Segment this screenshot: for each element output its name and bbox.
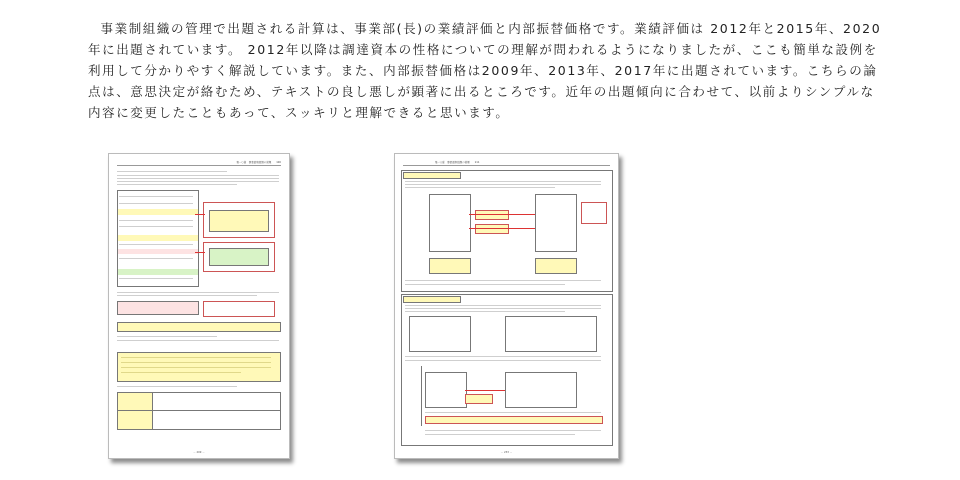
text-line [425, 412, 601, 413]
text-line [117, 178, 279, 179]
callout-box [581, 202, 607, 224]
arrow-connector [469, 214, 535, 215]
table-line [119, 244, 193, 245]
left-page-thumbnail [108, 153, 290, 459]
left-page-header: 第一○章 事業部制組織の管理 100 [236, 161, 281, 164]
right-page-header: 第一○章 事業部制組織の管理 111 [435, 161, 480, 164]
text-line [117, 340, 279, 341]
data-table [505, 316, 597, 352]
text-line [405, 308, 601, 309]
table-line [119, 203, 193, 204]
text-line [121, 372, 241, 373]
text-line [117, 295, 257, 296]
left-page-number: － 209 － [193, 451, 205, 454]
text-line [405, 360, 601, 361]
text-line [425, 430, 601, 431]
transfer-label [465, 394, 493, 404]
right-page-thumbnail [394, 153, 619, 459]
decision-box [429, 258, 471, 274]
ledger-box [505, 372, 577, 408]
intro-paragraph: 事業制組織の管理で出題される計算は、事業部(長)の業績評価と内部振替価格です。業績評価は 2012年と2015年、2020年に出題されています。 2012年以降は調達資本の性格についての理解が問われるようになりましたが、ここも簡単な設例を利用して分かりやすく解説しています。また、内部振替価格は2009年、2013年、2017年に出題されています。こちらの論点は、意思決定が絡むため、テキストの良し悪しが顕著に出るところです。近年の出題傾向に合わせて、以前よりシンプルな内容に変更したこともあって、スッキリと理解できると思います。 [88, 21, 882, 120]
note-box [117, 322, 281, 332]
text-line [425, 434, 575, 435]
text-line [117, 171, 227, 172]
ledger-box [429, 194, 471, 252]
text-line [405, 356, 601, 357]
arrow-connector [469, 228, 535, 229]
ledger-box [425, 372, 467, 408]
text-line [405, 184, 601, 185]
text-line [121, 357, 271, 358]
text-line [405, 284, 565, 285]
calc-box [209, 210, 269, 232]
table-line [119, 226, 193, 227]
table-line [119, 220, 193, 221]
header-rule [403, 165, 610, 166]
text-line [117, 181, 279, 182]
calc-box [209, 248, 269, 266]
text-line [121, 367, 271, 368]
section-title-tag [403, 172, 461, 179]
intro-text-block [88, 18, 888, 123]
text-line [117, 175, 279, 176]
ledger-box [535, 194, 577, 252]
data-table [409, 316, 471, 352]
arrow-connector [465, 390, 505, 391]
summary-table [117, 392, 281, 430]
text-line [405, 311, 565, 312]
text-line [117, 336, 217, 337]
transfer-label [475, 210, 509, 220]
text-line [405, 280, 601, 281]
statement-table [117, 190, 199, 287]
table-line [119, 258, 193, 259]
conclusion-box [425, 416, 603, 424]
arrow-connector [195, 252, 205, 253]
text-line [405, 181, 601, 182]
text-line [121, 362, 271, 363]
decision-box [535, 258, 577, 274]
table-line [119, 196, 193, 197]
table-line [119, 278, 193, 279]
text-line [405, 305, 601, 306]
right-page-number: － 233 － [500, 451, 513, 454]
header-rule [117, 165, 281, 166]
highlight-box [117, 301, 199, 315]
text-line [117, 386, 237, 387]
arrow-connector [195, 214, 205, 215]
section-title-tag [403, 296, 461, 303]
text-line [117, 184, 237, 185]
text-line [405, 187, 555, 188]
transfer-label [475, 224, 509, 234]
callout-box [203, 301, 275, 317]
row-label-column [401, 366, 422, 426]
text-line [117, 292, 279, 293]
